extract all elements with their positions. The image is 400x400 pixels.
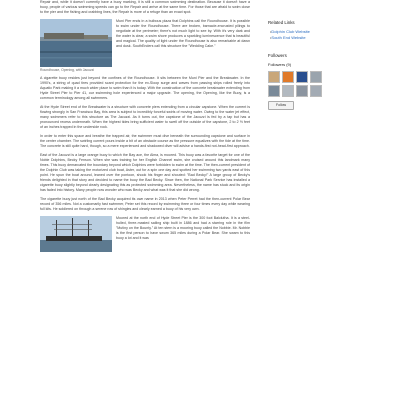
avatar[interactable] bbox=[282, 85, 294, 97]
avatar[interactable] bbox=[282, 71, 294, 83]
followers-heading: Followers bbox=[268, 53, 287, 58]
balclutha-section bbox=[40, 216, 250, 252]
related-links-heading: Related Links bbox=[268, 20, 295, 25]
roundhouse-image bbox=[40, 19, 112, 67]
sidebar-spacer bbox=[268, 41, 348, 53]
paragraph-polar-bear: The cigarette buoy just north of the Bad Becky acquired its own name in 2013 when Peter Perret had the then-current Polar Bear record of 356 miles. Not a customarily fast swimmer, Peter set this record by swimming three or four times every day while wearing full kits. He soldiered on through a serene row of shingles and clearly earned a buoy of his very own. bbox=[40, 197, 250, 211]
balclutha-image bbox=[40, 216, 112, 252]
paragraph-cigarette-buoy: A cigarette buoy resides just beyond the confines of the Roundhouse. It sits between the Muni Pier and the Breakwater. In the 1990's, a string of quad tires provided scant protection for the ex-Sloop surge and waves from passing ships rolled freely into Aquatic Park making it a much wider place to swim than it is today. With the construction of the concrete breakwater extending from Hyde Street Pier to Pier 41, our swimming hole experienced a major upgrade. The opening, the Opening, like the Buoy, is a common terminology among all swimmers. bbox=[40, 76, 250, 100]
avatar[interactable] bbox=[310, 71, 322, 83]
paragraph-balclutha: Moored at the north end of Hyde Street Pier is the 300 foot Balclutha. It is a steel-hulled, three-masted sailing ship built in 1886 and had a starring role in the film "Mutiny on the Bounty." At ten stern is a mooring buoy called the Nobbie. Mr. Nobbie is the first person to have swum 365 miles during a Polar Bear. She swam to this buoy a lot and it was bbox=[116, 216, 250, 240]
link-south-end[interactable]: • South End Website bbox=[270, 35, 348, 41]
roundhouse-section bbox=[40, 19, 250, 73]
follower-avatars bbox=[268, 71, 328, 97]
paragraph-jacuzzi-entry: In order to enter this space and breathe the trapped air, the swimmer must dive beneath the surrounding capstone and surface in the center chamber. The swirling current pours inside a bit of an obstacle course as the pressure equalizes with the tide at the time. The concrete is still quite hard, though, so a mere experienced and shadowed diver will advise a hands-first not-head-first approach. bbox=[40, 134, 250, 148]
balclutha-photo[interactable] bbox=[40, 216, 112, 252]
photo-caption: Roundhouse, Opening, with Jacuzzi bbox=[40, 68, 95, 72]
avatar[interactable] bbox=[268, 85, 280, 97]
article-body bbox=[40, 0, 250, 400]
link-dolphin-club[interactable]: • Dolphin Club Website bbox=[270, 29, 348, 35]
avatar[interactable] bbox=[296, 71, 308, 83]
paragraph-repair: Repair and, while it doesn't currently have a buoy marking, it is still a common swimming destination. Because it doesn't have a buoy, people of various swimming speeds can go to the Repair and arrive at the same time. For those that are afraid to swim close to the pier and the fishing and crabbing lines, the Repair is more of a refuge than an exact spot. bbox=[40, 0, 250, 14]
roundhouse-photo[interactable] bbox=[40, 19, 112, 73]
avatar[interactable] bbox=[296, 85, 308, 97]
paragraph-jacuzzi: At the Hyde Street end of the Breakwater is a structure with concrete piers extending from a circular capstone. When the current is flowing strongly in San Francisco Bay, this area is subject to incredibly forceful swirls of moving water. Owing to the water jet effect, many swimmers refer to this structure as The Jacuzzi. As it turns out, the capstone of the Jacuzzi is fed by a tap but has a pronounced recess underneath. When the highest tides bring sufficient water to swell off the outside of the capstone, 2 to 2 ½ feet of an inches trapped in the underside rock. bbox=[40, 105, 250, 129]
paragraph-roundhouse: Muni Pier ends in a bulbous plaza that Dolphins call the Roundhouse. It is possible to swim under the Roundhouse. There are broken, barnacle-encrusted pilings to negotiate at the perimeter; there's not much light to see by. With it's very dark and the water is clear, a swim shore produces a sparkling luminescence that is beautiful and magical. The quality of light under the Roundhouse is also remarkable at dawn and dusk. SouthEnders call this structure the "Wedding Cake." bbox=[116, 19, 250, 48]
sidebar bbox=[268, 20, 348, 110]
avatar[interactable] bbox=[268, 71, 280, 83]
followers-count: Followers (9) bbox=[268, 62, 292, 67]
paragraph-bad-becky: East of the Jacuzzi is a large orange buoy to which the Bay ace, the Alma, is moored. This buoy was a favorite target for one of the Noble Dolphins, Becky Fenson. When she was training for her English Channel swim, she cruised around this landmark many times. This buoy demarcated the boundary beyond which Dolphins were forbidden to swim at the time. The then-current president of the Dolphin Club was taking the motorized club boat, Aster, out for a spin one day and spotted her swimming two yards east of this point. He spun the boat around, leaned over the pontoon, shook his finger and shouted: "Bad Becky!" A large group of Becky's friends delighted in that story and decided to name the buoy the Bad Becky. Since then, the National Park Service has installed a cigarette buoy slightly beyond clearly designating this as protected swimming area. Nevertheless, the name has stuck and its origin has faded into history. Many people now wonder who was Becky and what was it that she did wrong. bbox=[40, 153, 250, 192]
avatar[interactable] bbox=[310, 85, 322, 97]
follow-button[interactable]: Follow bbox=[268, 101, 294, 110]
